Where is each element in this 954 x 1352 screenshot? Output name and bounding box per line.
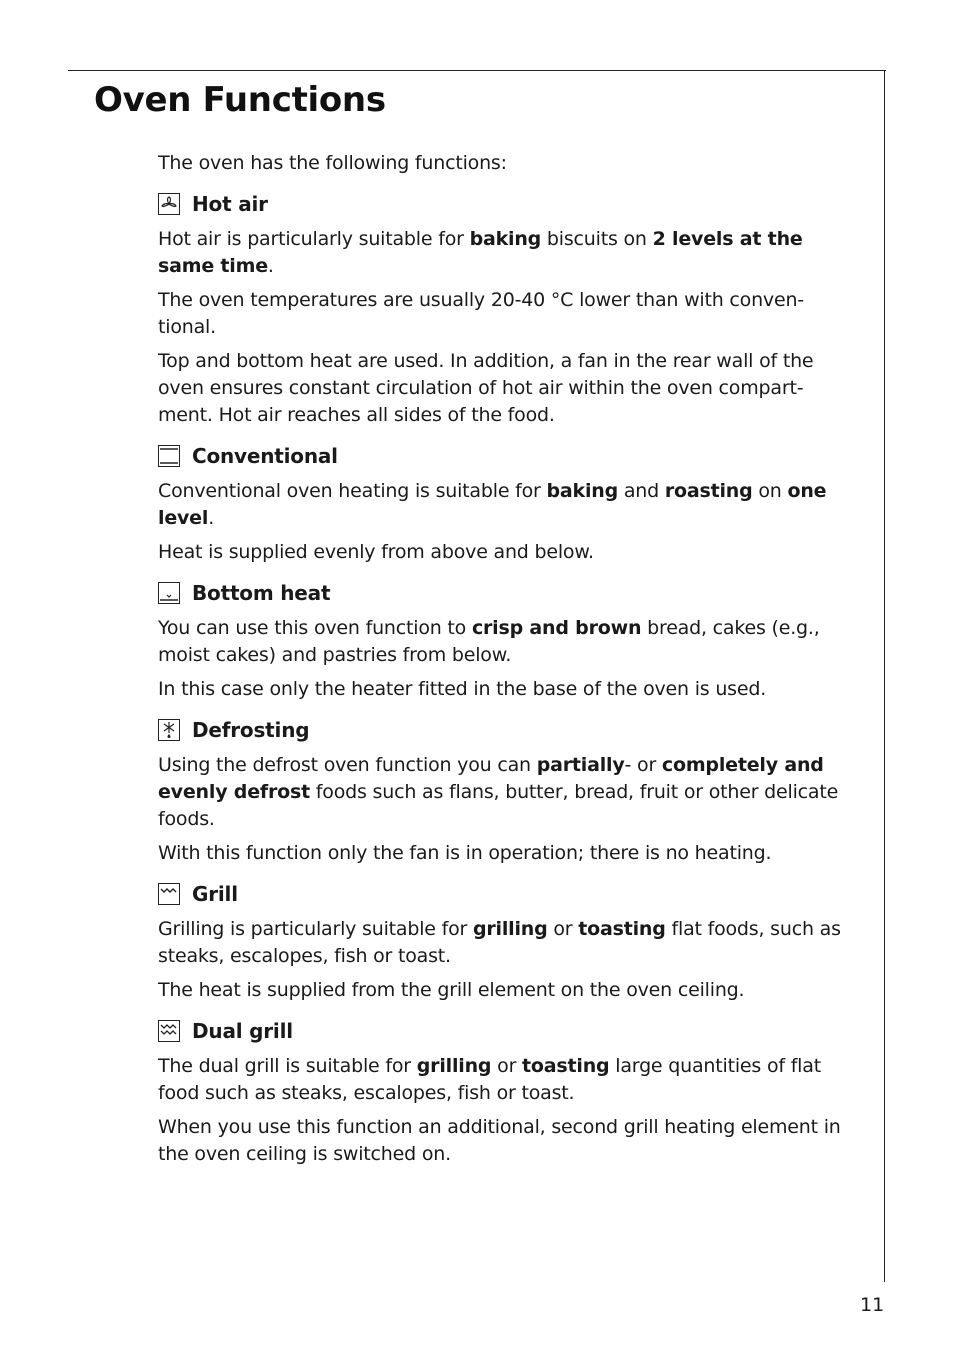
body-text: large quantities of flat food such as steaks, escalopes, fish or toast. xyxy=(158,1055,821,1104)
body-text: Heat is supplied evenly from above and below. xyxy=(158,541,594,563)
emphasis-text: grilling xyxy=(472,918,548,940)
page-title: Oven Functions xyxy=(94,80,386,120)
function-paragraph xyxy=(158,1053,858,1107)
function-paragraph xyxy=(158,478,858,532)
body-text: You can use this oven function to xyxy=(158,617,472,639)
body-text: With this function only the fan is in operation; there is no heating. xyxy=(158,842,772,864)
body-text: Hot air is particularly suitable for xyxy=(158,228,470,250)
function-heading-label: Conventional xyxy=(192,444,338,468)
body-text: Using the defrost oven function you can xyxy=(158,754,537,776)
function-paragraph xyxy=(158,226,858,280)
function-heading-label: Hot air xyxy=(192,192,268,216)
grill-icon xyxy=(158,883,180,905)
emphasis-text: roasting xyxy=(664,480,753,502)
body-text: The dual grill is suitable for xyxy=(158,1055,417,1077)
function-heading xyxy=(158,1017,858,1045)
function-section xyxy=(158,880,858,1017)
function-paragraph xyxy=(158,348,858,429)
function-heading xyxy=(158,190,858,218)
function-section xyxy=(158,1017,858,1181)
function-heading-label: Grill xyxy=(192,882,238,906)
page-number: 11 xyxy=(860,1294,885,1316)
function-heading-label: Defrosting xyxy=(192,718,310,742)
emphasis-text: 2 levels at the same time xyxy=(158,228,803,277)
function-heading xyxy=(158,442,858,470)
function-section xyxy=(158,716,858,880)
function-paragraph xyxy=(158,676,858,703)
body-text: flat foods, such as steaks, escalopes, fish or toast. xyxy=(158,918,841,967)
function-heading xyxy=(158,579,858,607)
function-heading-label: Dual grill xyxy=(192,1019,293,1043)
body-text: Top and bottom heat are used. In addition, a fan in the rear wall of the oven ensures constant circulation of hot air within the oven compart-ment. Hot air reaches all sides of the food. xyxy=(158,350,814,426)
function-paragraph xyxy=(158,287,858,341)
body-text: Conventional oven heating is suitable for xyxy=(158,480,547,502)
body-text: Grilling is particularly suitable for xyxy=(158,918,473,940)
emphasis-text: partially xyxy=(536,754,625,776)
body-text: on xyxy=(752,480,788,502)
body-text: The oven temperatures are usually 20-40 °C lower than with conven-tional. xyxy=(158,289,804,338)
function-section xyxy=(158,579,858,716)
emphasis-text: crisp and brown xyxy=(471,617,642,639)
body-text: . xyxy=(267,255,274,277)
content xyxy=(158,150,858,1181)
body-text: - or xyxy=(624,754,662,776)
function-paragraph xyxy=(158,615,858,669)
intro-text: The oven has the following functions: xyxy=(158,152,507,174)
emphasis-text: completely and evenly defrost xyxy=(158,754,824,803)
body-text: The heat is supplied from the grill element on the oven ceiling. xyxy=(158,979,745,1001)
bottom-heat-icon xyxy=(158,582,180,604)
function-paragraph xyxy=(158,840,858,867)
function-paragraph xyxy=(158,977,858,1004)
top-bottom-heat-icon xyxy=(158,445,180,467)
body-text: In this case only the heater fitted in the base of the oven is used. xyxy=(158,678,767,700)
function-paragraph xyxy=(158,539,858,566)
emphasis-text: toasting xyxy=(522,1055,610,1077)
emphasis-text: toasting xyxy=(578,918,666,940)
top-rule xyxy=(68,70,886,71)
fan-icon xyxy=(158,193,180,215)
body-text: and xyxy=(618,480,665,502)
body-text: When you use this function an additional, second grill heating element in the oven ceiling is switched on. xyxy=(158,1116,841,1165)
function-section xyxy=(158,442,858,579)
emphasis-text: grilling xyxy=(416,1055,492,1077)
function-paragraph xyxy=(158,1114,858,1168)
body-text: biscuits on xyxy=(541,228,653,250)
right-rule xyxy=(884,70,885,1282)
function-paragraph xyxy=(158,916,858,970)
emphasis-text: baking xyxy=(546,480,619,502)
defrost-icon xyxy=(158,719,180,741)
section-gap xyxy=(158,1175,858,1181)
dual-grill-icon xyxy=(158,1020,180,1042)
body-text: or xyxy=(547,918,579,940)
function-section xyxy=(158,190,858,442)
function-heading xyxy=(158,880,858,908)
body-text: or xyxy=(491,1055,523,1077)
emphasis-text: one level xyxy=(158,480,827,529)
function-heading-label: Bottom heat xyxy=(192,581,331,605)
function-paragraph xyxy=(158,752,858,833)
body-text: foods such as flans, butter, bread, fruit or other delicate foods. xyxy=(158,781,839,830)
body-text: . xyxy=(208,507,215,529)
emphasis-text: baking xyxy=(469,228,542,250)
function-sections xyxy=(158,190,858,1181)
function-heading xyxy=(158,716,858,744)
body-text: bread, cakes (e.g., moist cakes) and pastries from below. xyxy=(158,617,820,666)
